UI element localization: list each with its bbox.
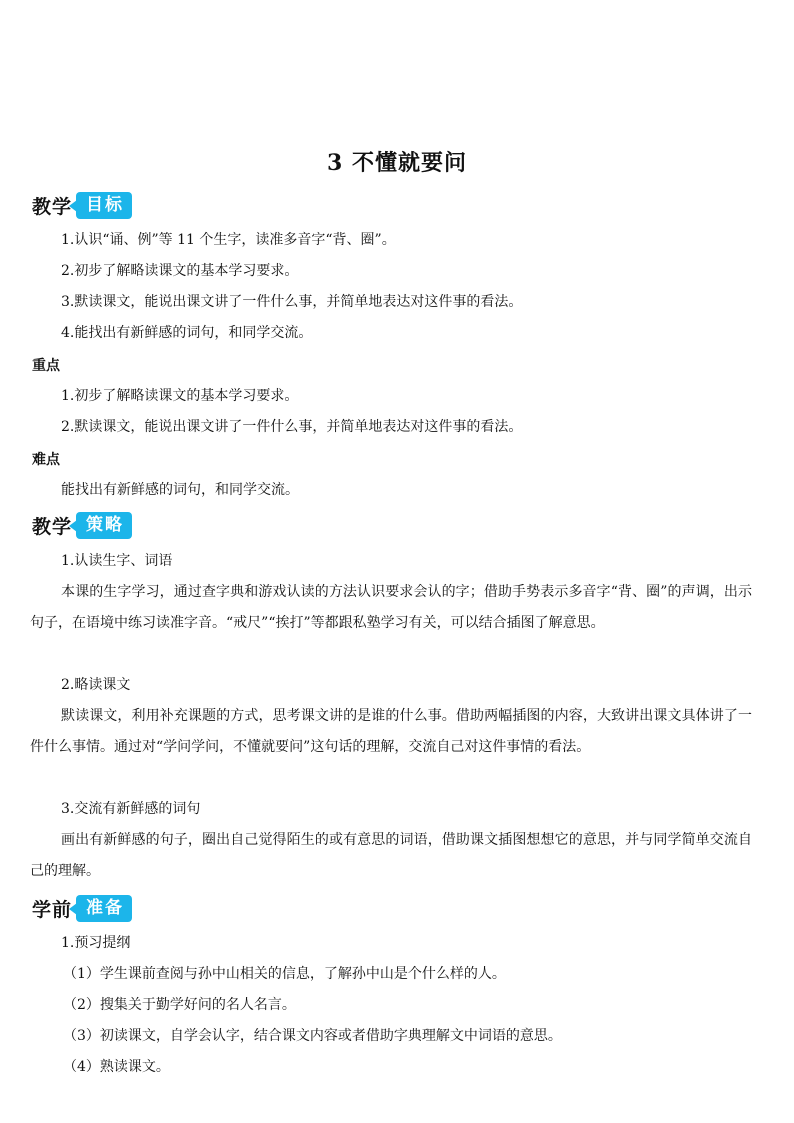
section-header-prefix: 教学 bbox=[32, 195, 73, 218]
prep-item: （3）初读课文，自学会认字，结合课文内容或者借助字典理解文中词语的意思。 bbox=[63, 1028, 562, 1044]
strategy-heading: 1.认读生字、词语 bbox=[61, 553, 173, 569]
section-header-preparation bbox=[32, 893, 132, 923]
section-header-badge: 准备 bbox=[76, 895, 132, 922]
lesson-title: 3 不懂就要问 bbox=[327, 150, 467, 176]
section-header-badge: 目标 bbox=[76, 192, 132, 219]
prep-heading: 1.预习提纲 bbox=[61, 935, 131, 951]
goal-item: 3.默读课文，能说出课文讲了一件什么事，并简单地表达对这件事的看法。 bbox=[61, 294, 523, 310]
key-points-label: 重点 bbox=[32, 358, 60, 374]
difficulty-item: 能找出有新鲜感的词句，和同学交流。 bbox=[61, 482, 299, 498]
strategy-body: 画出有新鲜感的句子，圈出自己觉得陌生的或有意思的词语，借助课文插图想想它的意思，并与同学简单交流自己的理解。 bbox=[30, 832, 752, 879]
section-header-badge: 策略 bbox=[76, 512, 132, 539]
goal-item: 1.认识“诵、例”等 11 个生字，读准多音字“背、圈”。 bbox=[61, 232, 396, 248]
goal-item: 4.能找出有新鲜感的词句，和同学交流。 bbox=[61, 325, 313, 341]
key-point-item: 1.初步了解略读课文的基本学习要求。 bbox=[61, 388, 299, 404]
key-point-item: 2.默读课文，能说出课文讲了一件什么事，并简单地表达对这件事的看法。 bbox=[61, 419, 523, 435]
section-header-teaching-strategy bbox=[32, 510, 132, 540]
strategy-body: 本课的生字学习，通过查字典和游戏认读的方法认识要求会认的字；借助手势表示多音字“背、圈”的声调，出示句子，在语境中练习读准字音。“戒尺”“挨打”等都跟私塾学习有关，可以结合插图了解意思。 bbox=[30, 584, 752, 631]
difficulty-label: 难点 bbox=[32, 452, 60, 468]
goal-item: 2.初步了解略读课文的基本学习要求。 bbox=[61, 263, 299, 279]
strategy-heading: 2.略读课文 bbox=[61, 677, 131, 693]
prep-item: （2）搜集关于勤学好问的名人名言。 bbox=[63, 997, 296, 1013]
strategy-body: 默读课文，利用补充课题的方式，思考课文讲的是谁的什么事。借助两幅插图的内容，大致讲出课文具体讲了一件什么事情。通过对“学问学问，不懂就要问”这句话的理解，交流自己对这件事情的看法。 bbox=[30, 708, 752, 755]
prep-item: （4）熟读课文。 bbox=[63, 1059, 170, 1075]
strategy-heading: 3.交流有新鲜感的词句 bbox=[61, 801, 201, 817]
section-header-teaching-goals bbox=[32, 190, 132, 220]
section-header-prefix: 教学 bbox=[32, 515, 73, 538]
prep-item: （1）学生课前查阅与孙中山相关的信息，了解孙中山是个什么样的人。 bbox=[63, 966, 506, 982]
section-header-prefix: 学前 bbox=[32, 898, 73, 921]
